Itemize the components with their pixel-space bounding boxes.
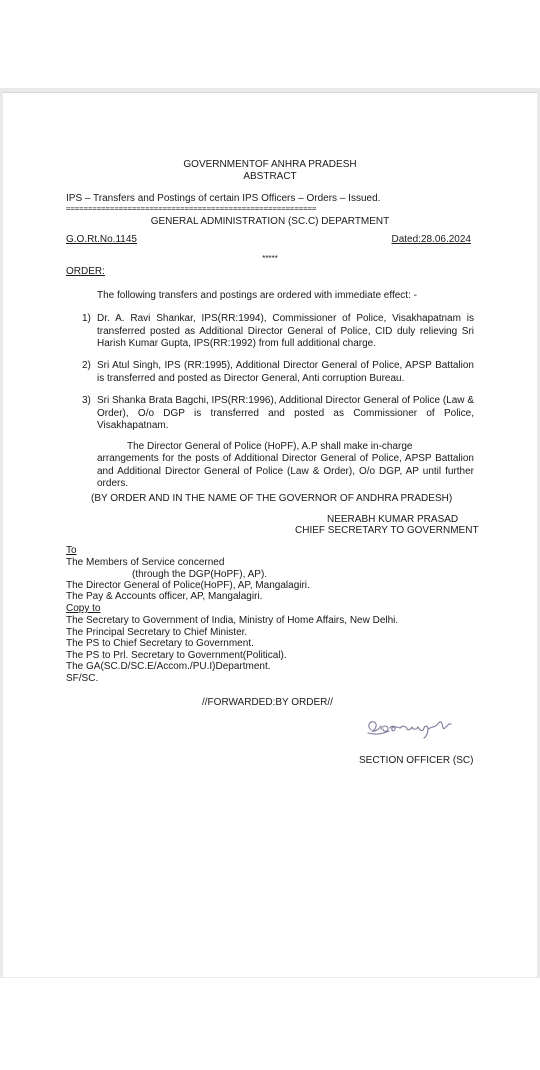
order-item-1: Dr. A. Ravi Shankar, IPS(RR:1994), Commissioner of Police, Visakhapatnam is transferred posted as Additional Director General of Police, CID duly relieving Sri Harish Kumar Gupta, IPS(RR:1992) from full additional charge. bbox=[97, 313, 474, 349]
order-heading: ORDER: bbox=[66, 266, 105, 277]
signatory-name: NEERABH KUMAR PRASAD bbox=[327, 514, 459, 525]
item-number: 3) bbox=[82, 395, 91, 406]
copy-to-line: The Secretary to Government of India, Ministry of Home Affairs, New Delhi. bbox=[66, 615, 399, 626]
government-order bbox=[3, 93, 537, 977]
copy-to-line: The GA(SC.D/SC.E/Accom./PU.I)Department. bbox=[66, 661, 271, 672]
to-heading: To bbox=[66, 545, 77, 556]
to-line: The Pay & Accounts officer, AP, Mangalagiri. bbox=[66, 591, 263, 602]
forwarded-line: //FORWARDED:BY ORDER// bbox=[202, 697, 333, 708]
abstract-heading: ABSTRACT bbox=[243, 171, 297, 182]
bottom-margin bbox=[0, 978, 540, 1070]
signature-icon bbox=[363, 715, 467, 741]
government-heading: GOVERNMENTOF ANHRA PRADESH bbox=[183, 159, 357, 170]
copy-to-line: The PS to Chief Secretary to Government. bbox=[66, 638, 254, 649]
document-page bbox=[3, 92, 537, 977]
copy-to-heading: Copy to bbox=[66, 603, 101, 614]
star-separator: ***** bbox=[262, 254, 278, 263]
section-officer: SECTION OFFICER (SC) bbox=[359, 755, 474, 766]
separator-line: ========================================================= bbox=[66, 204, 317, 213]
incharge-paragraph-rest: arrangements for the posts of Additional Director General of Police, APSP Battalion and Additional Director General of Police (Law & Order), O/o DGP, AP until further orders. bbox=[97, 453, 474, 489]
order-date: Dated:28.06.2024 bbox=[391, 234, 471, 245]
go-number: G.O.Rt.No.1145 bbox=[66, 234, 137, 245]
copy-to-line: The PS to Prl. Secretary to Government(Political). bbox=[66, 650, 287, 661]
signatory-title: CHIEF SECRETARY TO GOVERNMENT bbox=[295, 525, 479, 536]
by-order-line: (BY ORDER AND IN THE NAME OF THE GOVERNOR OF ANDHRA PRADESH) bbox=[91, 493, 453, 504]
to-line: The Members of Service concerned bbox=[66, 557, 225, 568]
department-heading: GENERAL ADMINISTRATION (SC.C) DEPARTMENT bbox=[150, 216, 390, 227]
order-intro: The following transfers and postings are ordered with immediate effect: - bbox=[97, 290, 417, 301]
subject-line: IPS – Transfers and Postings of certain IPS Officers – Orders – Issued. bbox=[66, 193, 381, 204]
item-number: 2) bbox=[82, 360, 91, 371]
to-line: (through the DGP(HoPF), AP). bbox=[132, 569, 268, 580]
order-item-3: Sri Shanka Brata Bagchi, IPS(RR:1996), Additional Director General of Police (Law & Order), O/o DGP is transferred and posted as Commissioner of Police, Visakhapatnam. bbox=[97, 395, 474, 431]
item-number: 1) bbox=[82, 313, 91, 324]
copy-to-line: SF/SC. bbox=[66, 673, 99, 684]
order-item-2: Sri Atul Singh, IPS (RR:1995), Additional Director General of Police, APSP Battalion is transferred and posted as Director General, Anti corruption Bureau. bbox=[97, 360, 474, 384]
incharge-paragraph-start: The Director General of Police (HoPF), A.P shall make in-charge bbox=[127, 441, 413, 452]
to-line: The Director General of Police(HoPF), AP, Mangalagiri. bbox=[66, 580, 310, 591]
top-margin bbox=[0, 0, 540, 88]
copy-to-line: The Principal Secretary to Chief Minister. bbox=[66, 627, 248, 638]
